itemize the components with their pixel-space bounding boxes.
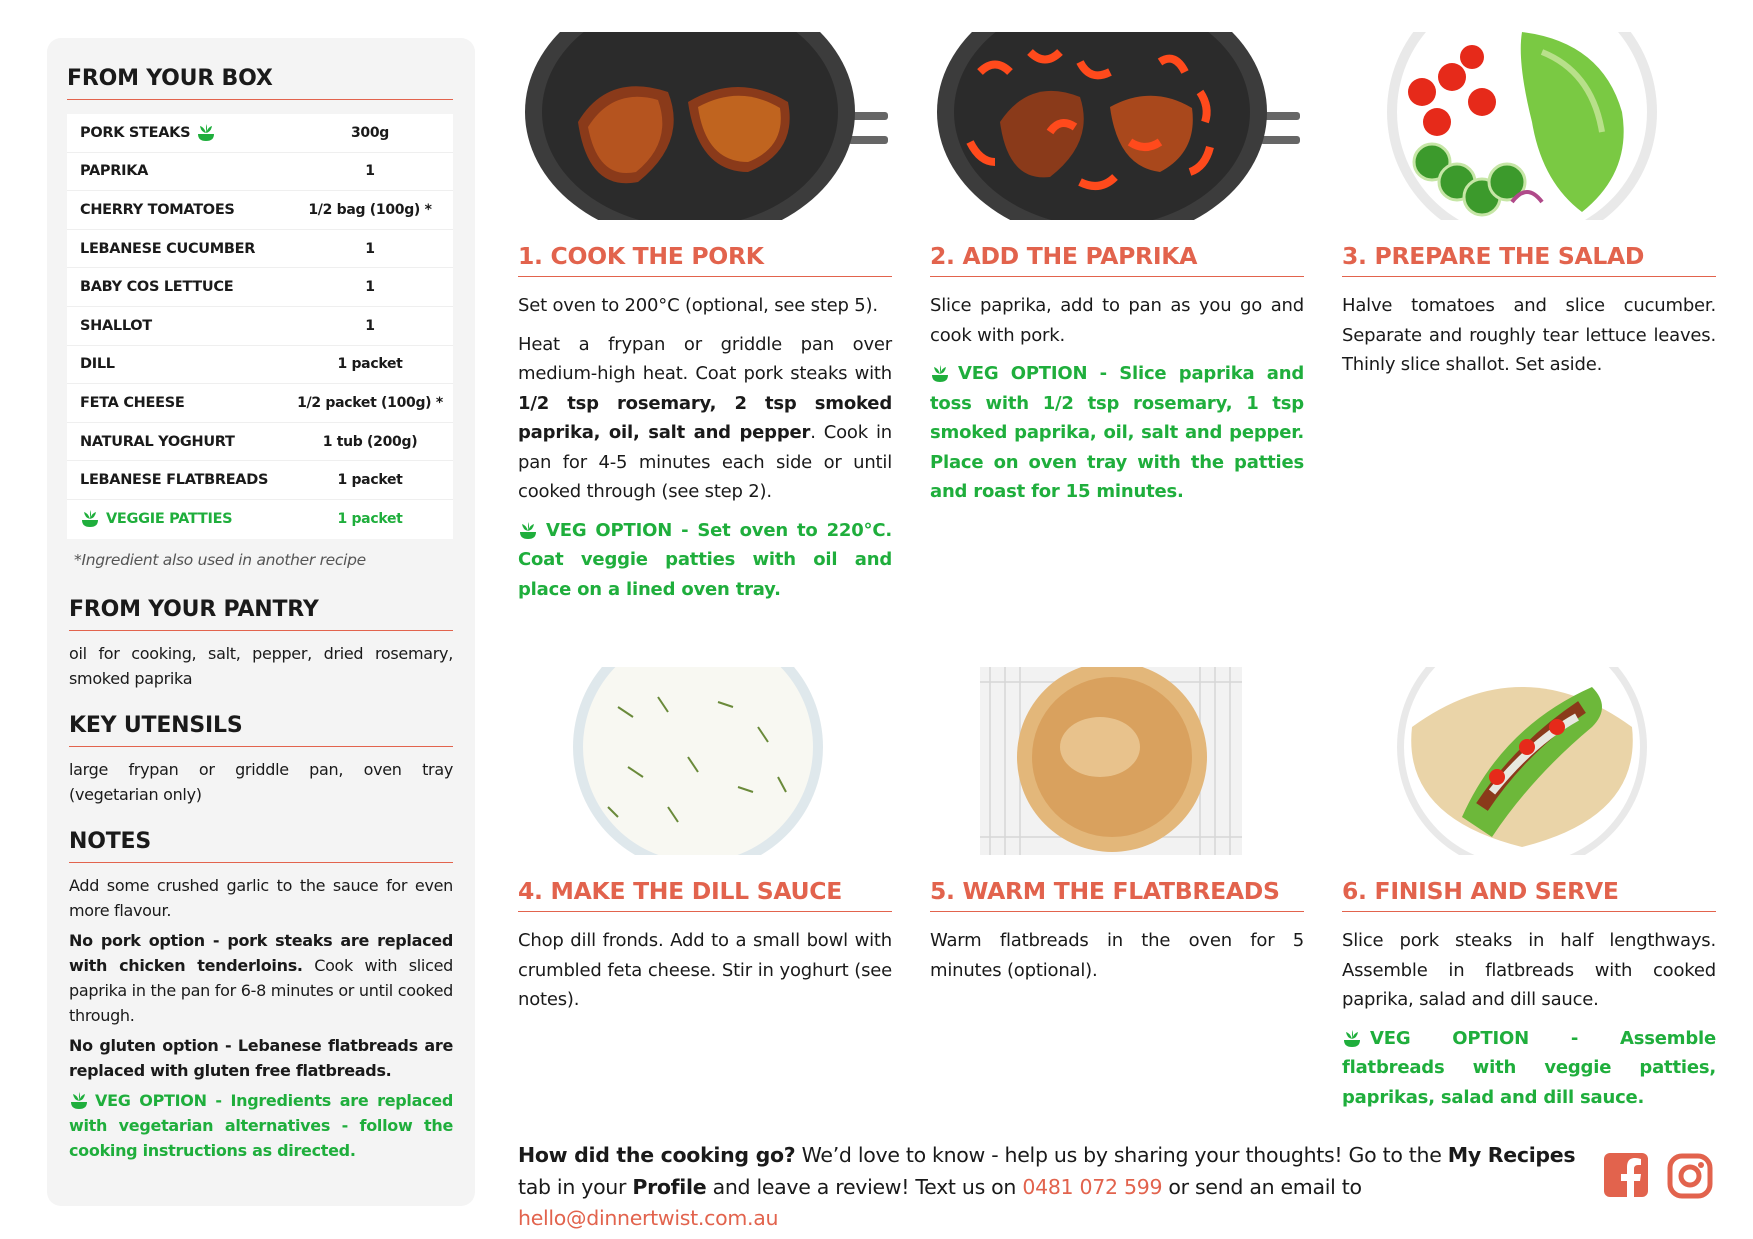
note-garlic: Add some crushed garlic to the sauce for even more flavour. <box>69 875 453 920</box>
ingredient-qty: 1 packet <box>337 472 403 489</box>
footnote: *Ingredient also used in another recipe <box>74 550 366 569</box>
utensils-heading: KEY UTENSILS <box>69 713 453 747</box>
ingredient-qty: 1/2 packet (100g) * <box>297 394 443 411</box>
feedback-footer: How did the cooking go? We’d love to know - help us by sharing your thoughts! Go to the My Recipes tab in your Profile and leave a review! Text us on 0481 072 599 or send an email to hello@dinnertwist.com.au <box>518 1143 1576 1230</box>
step-3 <box>1342 32 1716 389</box>
email-link[interactable]: hello@dinnertwist.com.au <box>518 1206 779 1230</box>
utensils-text: large frypan or griddle pan, oven tray (vegetarian only) <box>69 759 453 804</box>
ingredient-qty: 1 packet <box>337 511 403 528</box>
step-body: Slice pork steaks in half lengthways. Assemble in flatbreads with cooked paprika, salad and dill sauce. VEG OPTION - Assemble flatbreads with veggie patties, paprikas, salad and dill sauce. <box>1342 926 1716 1112</box>
step-5 <box>930 667 1304 994</box>
step-title: 5. WARM THE FLATBREADS <box>930 877 1304 912</box>
step-title: 2. ADD THE PAPRIKA <box>930 242 1304 277</box>
note-no-gluten: No gluten option - Lebanese flatbreads are replaced with gluten free flatbreads. <box>69 1035 453 1080</box>
step-3-photo <box>1342 32 1716 220</box>
leaf-icon <box>930 364 950 384</box>
facebook-icon[interactable] <box>1604 1153 1648 1197</box>
step-4-photo <box>518 667 892 855</box>
dill-sauce-bowl-image <box>518 667 892 855</box>
salad-bowl-image <box>1342 32 1716 220</box>
step-body: Chop dill fronds. Add to a small bowl with crumbled feta cheese. Stir in yoghurt (see notes). <box>518 930 892 1010</box>
from-your-box-heading: FROM YOUR BOX <box>67 66 453 100</box>
table-row <box>67 461 453 500</box>
step-body: Warm flatbreads in the oven for 5 minutes (optional). <box>930 930 1304 981</box>
step-5-photo <box>930 667 1304 855</box>
table-row <box>67 191 453 230</box>
step-title: 3. PREPARE THE SALAD <box>1342 242 1716 277</box>
ingredient-name: DILL <box>80 356 115 373</box>
ingredient-name: LEBANESE CUCUMBER <box>80 240 256 257</box>
step-2-photo <box>930 32 1304 220</box>
step-1-photo <box>518 32 892 220</box>
ingredient-qty: 1 <box>365 279 375 296</box>
ingredient-name: SHALLOT <box>80 317 152 334</box>
ingredient-name: NATURAL YOGHURT <box>80 433 235 450</box>
ingredient-qty: 1 tub (200g) <box>322 433 418 450</box>
table-row <box>67 307 453 346</box>
pantry-heading: FROM YOUR PANTRY <box>69 597 453 631</box>
step-2 <box>930 32 1304 516</box>
assembled-flatbread-image <box>1342 667 1716 855</box>
notes-section <box>67 829 453 1163</box>
table-row <box>67 153 453 192</box>
ingredient-name: BABY COS LETTUCE <box>80 279 234 296</box>
ingredient-qty: 1 packet <box>337 356 403 373</box>
sidebar-panel <box>47 38 475 1206</box>
leaf-icon <box>1342 1029 1362 1049</box>
step-body: Set oven to 200°C (optional, see step 5). Heat a frypan or griddle pan over medium-high heat. Coat pork steaks with 1/2 tsp rosemary, 2 tsp smoked paprika, oil, salt and pepper. Cook in pan for 4-5 minutes each side or until cooked through (see step 2). VEG OPTION - Set oven to 220°C. Coat veggie patties with oil and place on a lined oven tray. <box>518 291 892 604</box>
utensils-section <box>67 713 453 807</box>
ingredient-qty: 1/2 bag (100g) * <box>308 201 432 218</box>
table-row <box>67 346 453 385</box>
ingredient-name: PAPRIKA <box>80 163 149 180</box>
ingredient-name: FETA CHEESE <box>80 394 185 411</box>
ingredient-qty: 1 <box>365 240 375 257</box>
ingredient-qty: 300g <box>350 124 390 141</box>
notes-text <box>69 873 453 1163</box>
ingredient-name: LEBANESE FLATBREADS <box>80 472 269 489</box>
step-body: Halve tomatoes and slice cucumber. Separate and roughly tear lettuce leaves. Thinly slice shallot. Set aside. <box>1342 295 1716 375</box>
leaf-icon <box>80 509 100 529</box>
pan-with-pork-image <box>518 32 892 220</box>
ingredient-qty: 1 <box>365 317 375 334</box>
pantry-text: oil for cooking, salt, pepper, dried rosemary, smoked paprika <box>69 643 453 688</box>
ingredient-name: CHERRY TOMATOES <box>80 201 235 218</box>
veg-option-text: VEG OPTION - Slice paprika and toss with 1/2 tsp rosemary, 1 tsp smoked paprika, oil, salt and pepper. Place on oven tray with the patties and roast for 15 minutes. <box>930 363 1304 502</box>
table-row <box>67 423 453 462</box>
instagram-icon[interactable] <box>1667 1153 1713 1199</box>
flatbread-on-rack-image <box>930 667 1304 855</box>
ingredient-qty: 1 <box>365 163 375 180</box>
step-6 <box>1342 667 1716 1121</box>
pan-with-paprika-image <box>930 32 1304 220</box>
table-row <box>67 384 453 423</box>
table-row <box>67 230 453 269</box>
step-6-photo <box>1342 667 1716 855</box>
ingredient-name: PORK STEAKS <box>80 124 191 141</box>
leaf-icon <box>518 521 538 541</box>
phone-link[interactable]: 0481 072 599 <box>1022 1174 1163 1199</box>
table-row <box>67 268 453 307</box>
note-no-pork: No pork option - pork steaks are replaced with chicken tenderloins. Cook with sliced paprika in the pan for 6-8 minutes or until cooked through. <box>69 930 453 1025</box>
step-title: 6. FINISH AND SERVE <box>1342 877 1716 912</box>
pantry-section <box>67 597 453 691</box>
leaf-icon <box>196 123 216 143</box>
veg-option-text: VEG OPTION - Set oven to 220°C. Coat veggie patties with oil and place on a lined oven tray. <box>518 519 892 600</box>
ingredient-name: VEGGIE PATTIES <box>106 511 233 528</box>
notes-heading: NOTES <box>69 829 453 863</box>
ingredients-table <box>67 114 453 539</box>
note-veg-option: VEG OPTION - Ingredients are replaced with vegetarian alternatives - follow the cooking instructions as directed. <box>69 1090 453 1160</box>
table-row <box>67 114 453 153</box>
step-1 <box>518 32 892 613</box>
step-4 <box>518 667 892 1024</box>
step-title: 1. COOK THE PORK <box>518 242 892 277</box>
leaf-icon <box>69 1091 89 1111</box>
step-body: Slice paprika, add to pan as you go and cook with pork. VEG OPTION - Slice paprika and toss with 1/2 tsp rosemary, 1 tsp smoked paprika, oil, salt and pepper. Place on oven tray with the patties and roast for 15 minutes. <box>930 291 1304 507</box>
table-row <box>67 500 453 539</box>
veg-option-text: VEG OPTION - Assemble flatbreads with veggie patties, paprikas, salad and dill sauce. <box>1342 1027 1716 1108</box>
step-title: 4. MAKE THE DILL SAUCE <box>518 877 892 912</box>
